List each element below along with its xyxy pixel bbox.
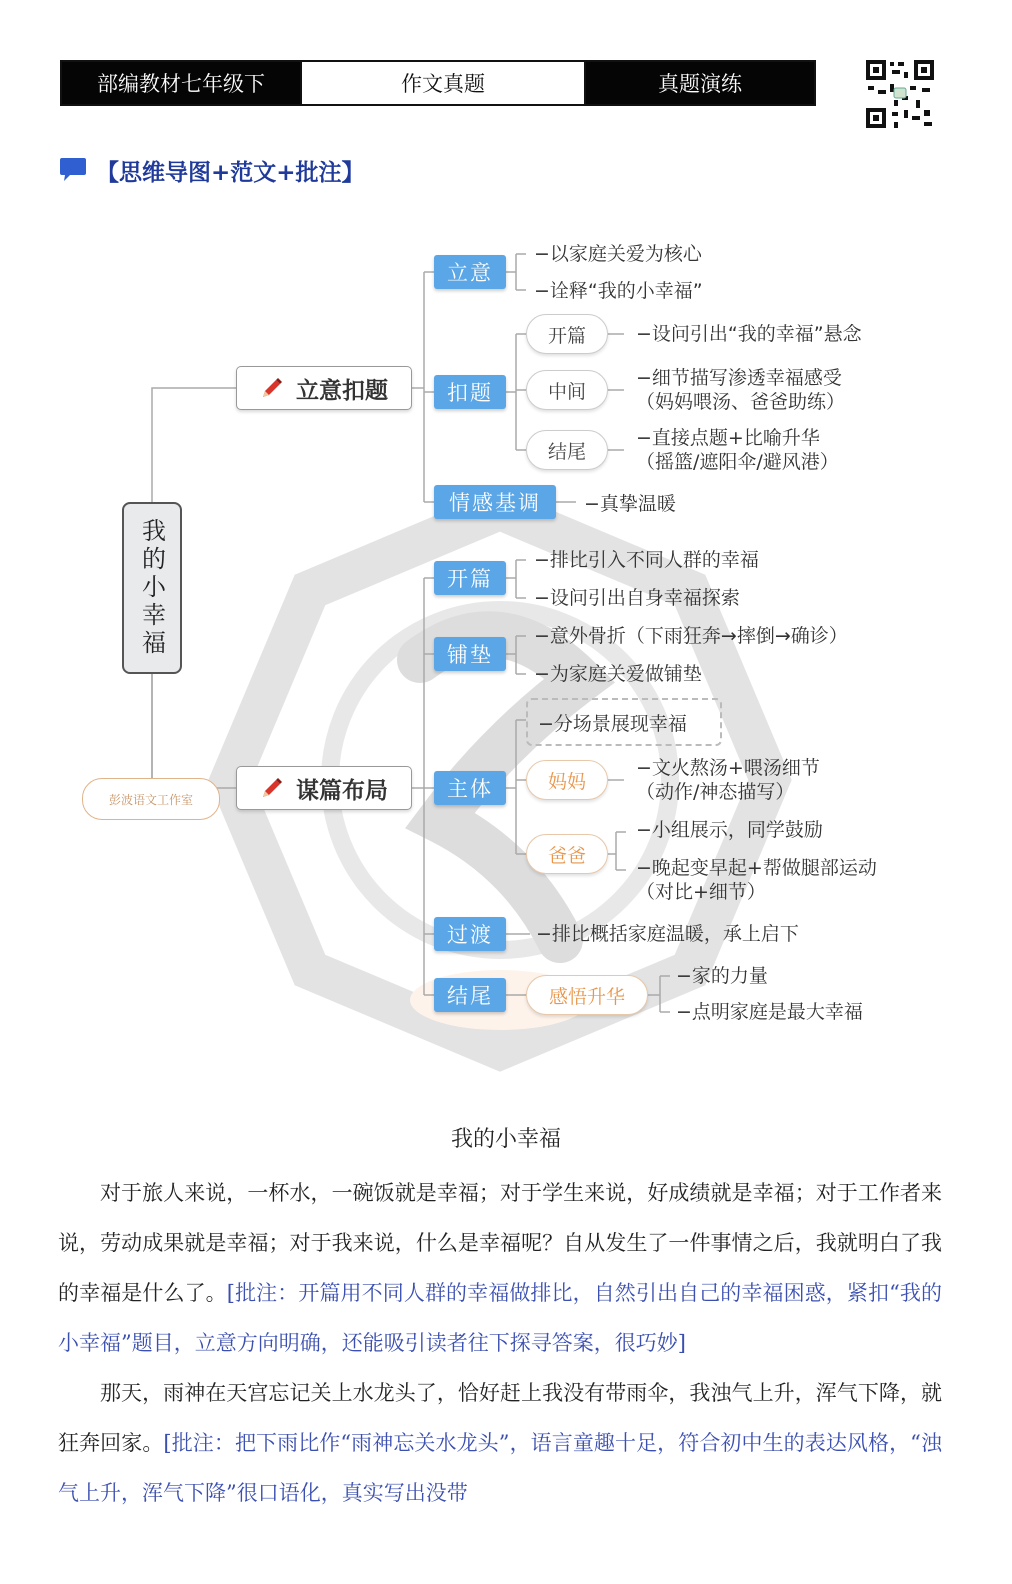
node-liyi: 立意 <box>434 255 506 289</box>
kouti-zhongjian-pill: 中间 <box>526 370 608 410</box>
zhuti-mama-pill: 妈妈 <box>526 760 608 800</box>
guodu-text: −排比概括家庭温暖，承上启下 <box>536 923 799 945</box>
pencil-icon <box>260 376 284 400</box>
paragraph-text: 对于旅人来说，一杯水，一碗饭就是幸福；对于学生来说，好成绩就是幸福；对于工作者来说，劳动成果就是幸福；对于我来说，什么是幸福呢？自从发生了一件事情之后，我就明白了我的幸福是什么了。 <box>58 1181 942 1305</box>
kouti-zhongjian-text1: −细节描写渗透幸福感受 <box>636 367 842 389</box>
kouti-jiewei-text2: （摇篮/遮阳伞/避风港） <box>636 451 839 473</box>
zhuti-scene-box: −分场景展现幸福 <box>526 698 722 746</box>
liyi-item-1: −以家庭关爱为核心 <box>534 243 702 265</box>
liyi-item-2: −诠释“我的小幸福” <box>534 280 703 302</box>
node-kouti: 扣题 <box>434 375 506 409</box>
node-pudian: 铺垫 <box>434 637 506 671</box>
zhuti-baba-pill: 爸爸 <box>526 834 608 874</box>
kouti-kaipian-text: −设问引出“我的幸福”悬念 <box>636 323 862 345</box>
baba-text1: −小组展示，同学鼓励 <box>636 819 823 841</box>
branch-moupian-label: 谋篇布局 <box>296 777 388 804</box>
pudian-item-2: −为家庭关爱做铺垫 <box>534 663 702 685</box>
mind-map <box>0 220 1012 1100</box>
essay-paragraph <box>58 1168 942 1368</box>
essay-title: 我的小幸福 <box>450 1127 561 1152</box>
section-heading <box>58 150 365 190</box>
mama-text2: （动作/神态描写） <box>636 781 795 803</box>
jiewei-item-1: −家的力量 <box>676 965 768 987</box>
section-title-text: 【思维导图+范文+批注】 <box>96 159 365 186</box>
jiewei-sub-pill: 感悟升华 <box>526 975 648 1015</box>
node-guodu: 过渡 <box>434 917 506 951</box>
node-kaipian: 开篇 <box>434 561 506 595</box>
kaipian-item-2: −设问引出自身幸福探索 <box>534 587 740 609</box>
node-zhuti: 主体 <box>434 771 506 805</box>
kouti-jiewei-text1: −直接点题+比喻升华 <box>636 427 820 449</box>
annotation-note: [批注：把下雨比作“雨神忘关水龙头”，语言童趣十足，符合初中生的表达风格，“浊气上升，浑气下降”很口语化，真实写出没带 <box>58 1431 942 1505</box>
pudian-item-1: −意外骨折（下雨狂奔→摔倒→确诊） <box>534 625 848 647</box>
paragraph-text: 那天，雨神在天宫忘记关上水龙头了，恰好赶上我没有带雨伞，我浊气上升，浑气下降，就狂奔回家。 <box>58 1381 942 1455</box>
jiewei-item-2: −点明家庭是最大幸福 <box>676 1001 863 1023</box>
essay-paragraph <box>58 1368 942 1518</box>
node-qinggan: 情感基调 <box>434 485 556 519</box>
baba-text2: −晚起变早起+帮做腿部运动 <box>636 857 877 879</box>
kouti-kaipian-pill: 开篇 <box>526 314 608 354</box>
kouti-zhongjian-text2: （妈妈喂汤、爸爸助练） <box>636 391 846 413</box>
branch-liyi-label: 立意扣题 <box>296 377 388 404</box>
speech-bubble-icon <box>58 157 88 183</box>
qinggan-text: −真挚温暖 <box>584 493 676 515</box>
branch-moupian <box>236 766 412 810</box>
studio-tag: 彭波语文工作室 <box>82 778 220 820</box>
kouti-jiewei-pill: 结尾 <box>526 430 608 470</box>
node-jiewei: 结尾 <box>434 978 506 1012</box>
mindmap-root: 我的小幸福 <box>122 502 182 674</box>
branch-liyi-koutí <box>236 366 412 410</box>
baba-text3: （对比+细节） <box>636 881 766 903</box>
header-practice: 真题演练 <box>586 62 814 104</box>
essay-body <box>58 1168 942 1518</box>
kaipian-item-1: −排比引入不同人群的幸福 <box>534 549 759 571</box>
pencil-icon <box>260 776 284 800</box>
mama-text1: −文火熬汤+喂汤细节 <box>636 757 820 779</box>
header-grade: 部编教材七年级下 <box>62 62 300 104</box>
header-topic: 作文真题 <box>300 62 586 104</box>
annotation-note: [批注：开篇用不同人群的幸福做排比，自然引出自己的幸福困惑，紧扣“我的小幸福”题目，立意方向明确，还能吸引读者往下探寻答案，很巧妙] <box>58 1281 942 1355</box>
qr-code-icon <box>864 58 936 130</box>
header-bar <box>60 60 816 106</box>
